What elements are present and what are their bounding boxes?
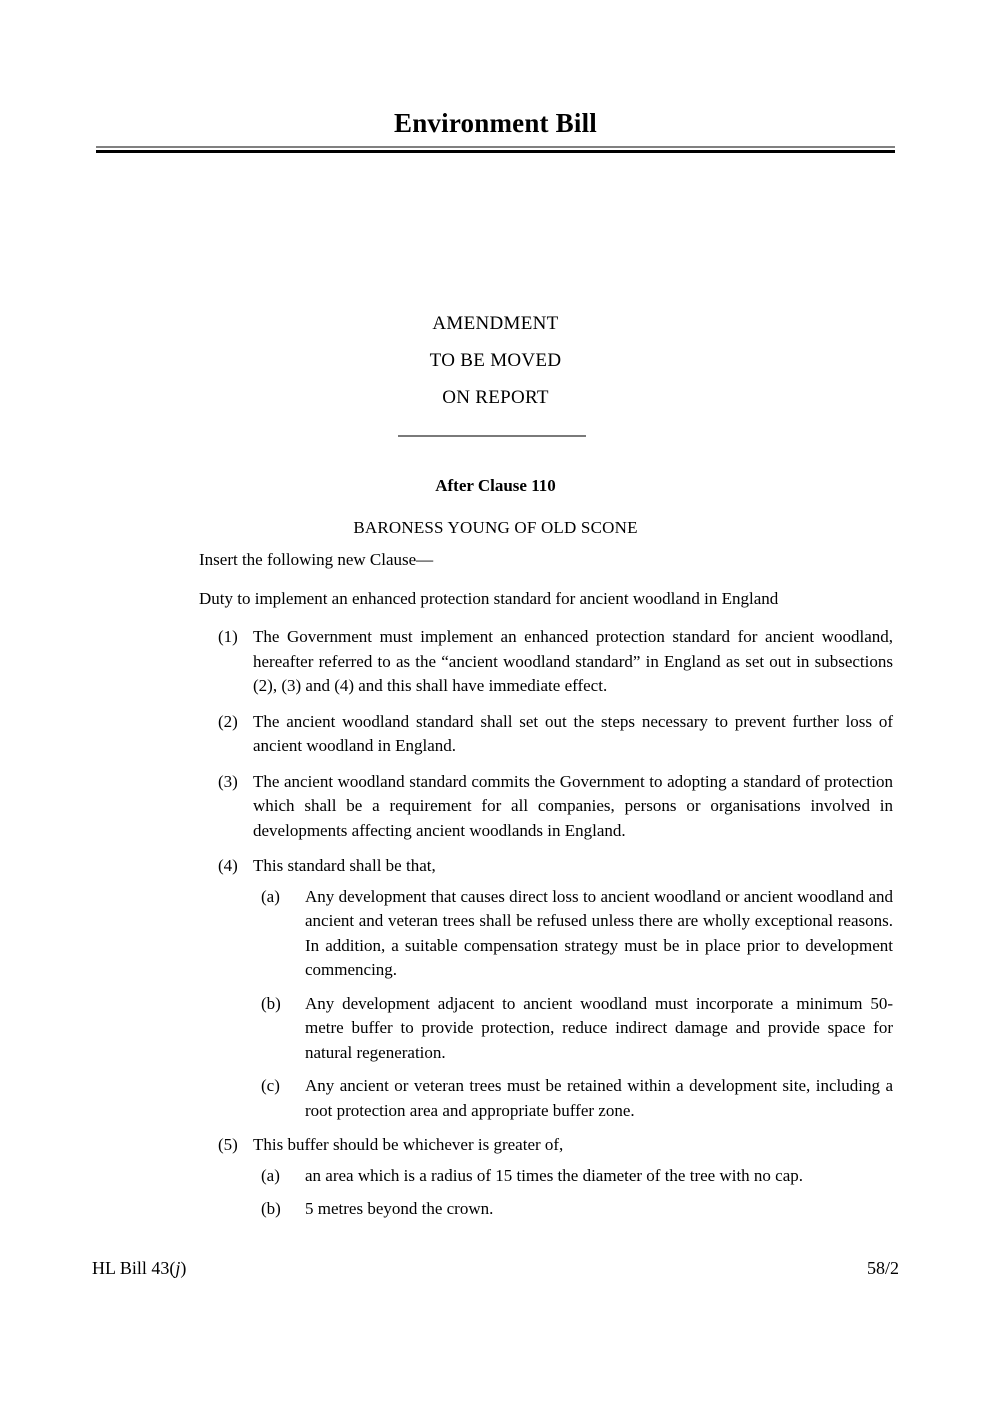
paragraph-text: 5 metres beyond the crown.	[305, 1199, 494, 1218]
subsection-marker: (1)	[218, 627, 238, 646]
subsection-text: This buffer should be whichever is greater of,	[253, 1135, 564, 1154]
subsection-text: The ancient woodland standard commits the Government to adopting a standard of protection which shall be a requirement for all companies, persons or organisations involved in developments affecting ancient woodlands in England.	[253, 771, 893, 840]
amendment-body	[199, 548, 893, 1232]
subsection-text: This standard shall be that,	[253, 856, 436, 875]
subsection-marker: (3)	[218, 771, 238, 791]
heading-line-on-report: ON REPORT	[442, 387, 549, 408]
paragraph-item	[253, 885, 893, 983]
subsection-text: The ancient woodland standard shall set out the steps necessary to prevent further loss of ancient woodland in England.	[253, 711, 893, 755]
heading-line-to-be-moved: TO BE MOVED	[429, 350, 562, 371]
subsection-item	[199, 625, 893, 699]
bill-number-prefix: HL Bill 43(	[92, 1258, 176, 1278]
page-number: 58/2	[866, 1258, 899, 1278]
subsection-item	[199, 710, 893, 759]
paragraph-item	[253, 1074, 893, 1123]
bill-number-suffix: )	[180, 1258, 187, 1278]
paragraph-marker: (b)	[261, 993, 281, 1013]
new-clause-title: Duty to implement an enhanced protection standard for ancient woodland in England	[199, 588, 779, 608]
insert-instruction: Insert the following new Clause—	[199, 550, 434, 569]
subsection-item	[199, 770, 893, 844]
bill-number-italic-letter: j	[175, 1258, 181, 1278]
clause-heading: After Clause 110	[435, 476, 556, 495]
paragraph-text: Any development that causes direct loss to ancient woodland or ancient woodland and ancient and veteran trees shall be refused unless there are wholly exceptional reasons. In addition, a suitable compensation strategy must be in place prior to development commencing.	[305, 886, 893, 979]
paragraph-marker: (a)	[261, 1165, 280, 1185]
header-double-rule	[96, 146, 895, 153]
paragraph-text: Any development adjacent to ancient woodland must incorporate a minimum 50-metre buffer to provide protection, reduce indirect damage and provide space for natural regeneration.	[305, 993, 893, 1062]
header-rule-thick	[96, 150, 895, 153]
paragraph-text: an area which is a radius of 15 times the diameter of the tree with no cap.	[305, 1165, 804, 1185]
subsection-marker: (4)	[218, 856, 238, 875]
subsection-marker: (5)	[218, 1135, 238, 1154]
subsection-item	[199, 854, 893, 1123]
sponsor-name: BARONESS YOUNG OF OLD SCONE	[353, 518, 638, 537]
amendment-heading-block	[0, 305, 991, 416]
subsection-marker: (2)	[218, 711, 238, 731]
bill-number	[92, 1258, 186, 1279]
paragraph-item	[253, 1197, 893, 1222]
paragraph-marker: (c)	[261, 1076, 280, 1095]
paragraph-text: Any ancient or veteran trees must be retained within a development site, including a root protection area and appropriate buffer zone.	[305, 1076, 893, 1120]
subsection-item	[199, 1133, 893, 1222]
paragraph-list	[253, 1164, 893, 1222]
heading-line-amendment: AMENDMENT	[432, 313, 559, 334]
paragraph-item	[253, 992, 893, 1066]
paragraph-marker: (a)	[261, 886, 280, 906]
section-divider-rule	[398, 435, 586, 437]
paragraph-marker: (b)	[261, 1199, 281, 1218]
subsection-text: The Government must implement an enhanced protection standard for ancient woodland, hereafter referred to as the “ancient woodland standard” in England as set out in subsections (2), (3) and (4) and this shall have immediate effect.	[253, 627, 893, 695]
paragraph-list	[253, 885, 893, 1124]
paragraph-item	[253, 1164, 893, 1189]
page-title: Environment Bill	[394, 108, 597, 138]
subsection-list	[199, 625, 893, 1222]
